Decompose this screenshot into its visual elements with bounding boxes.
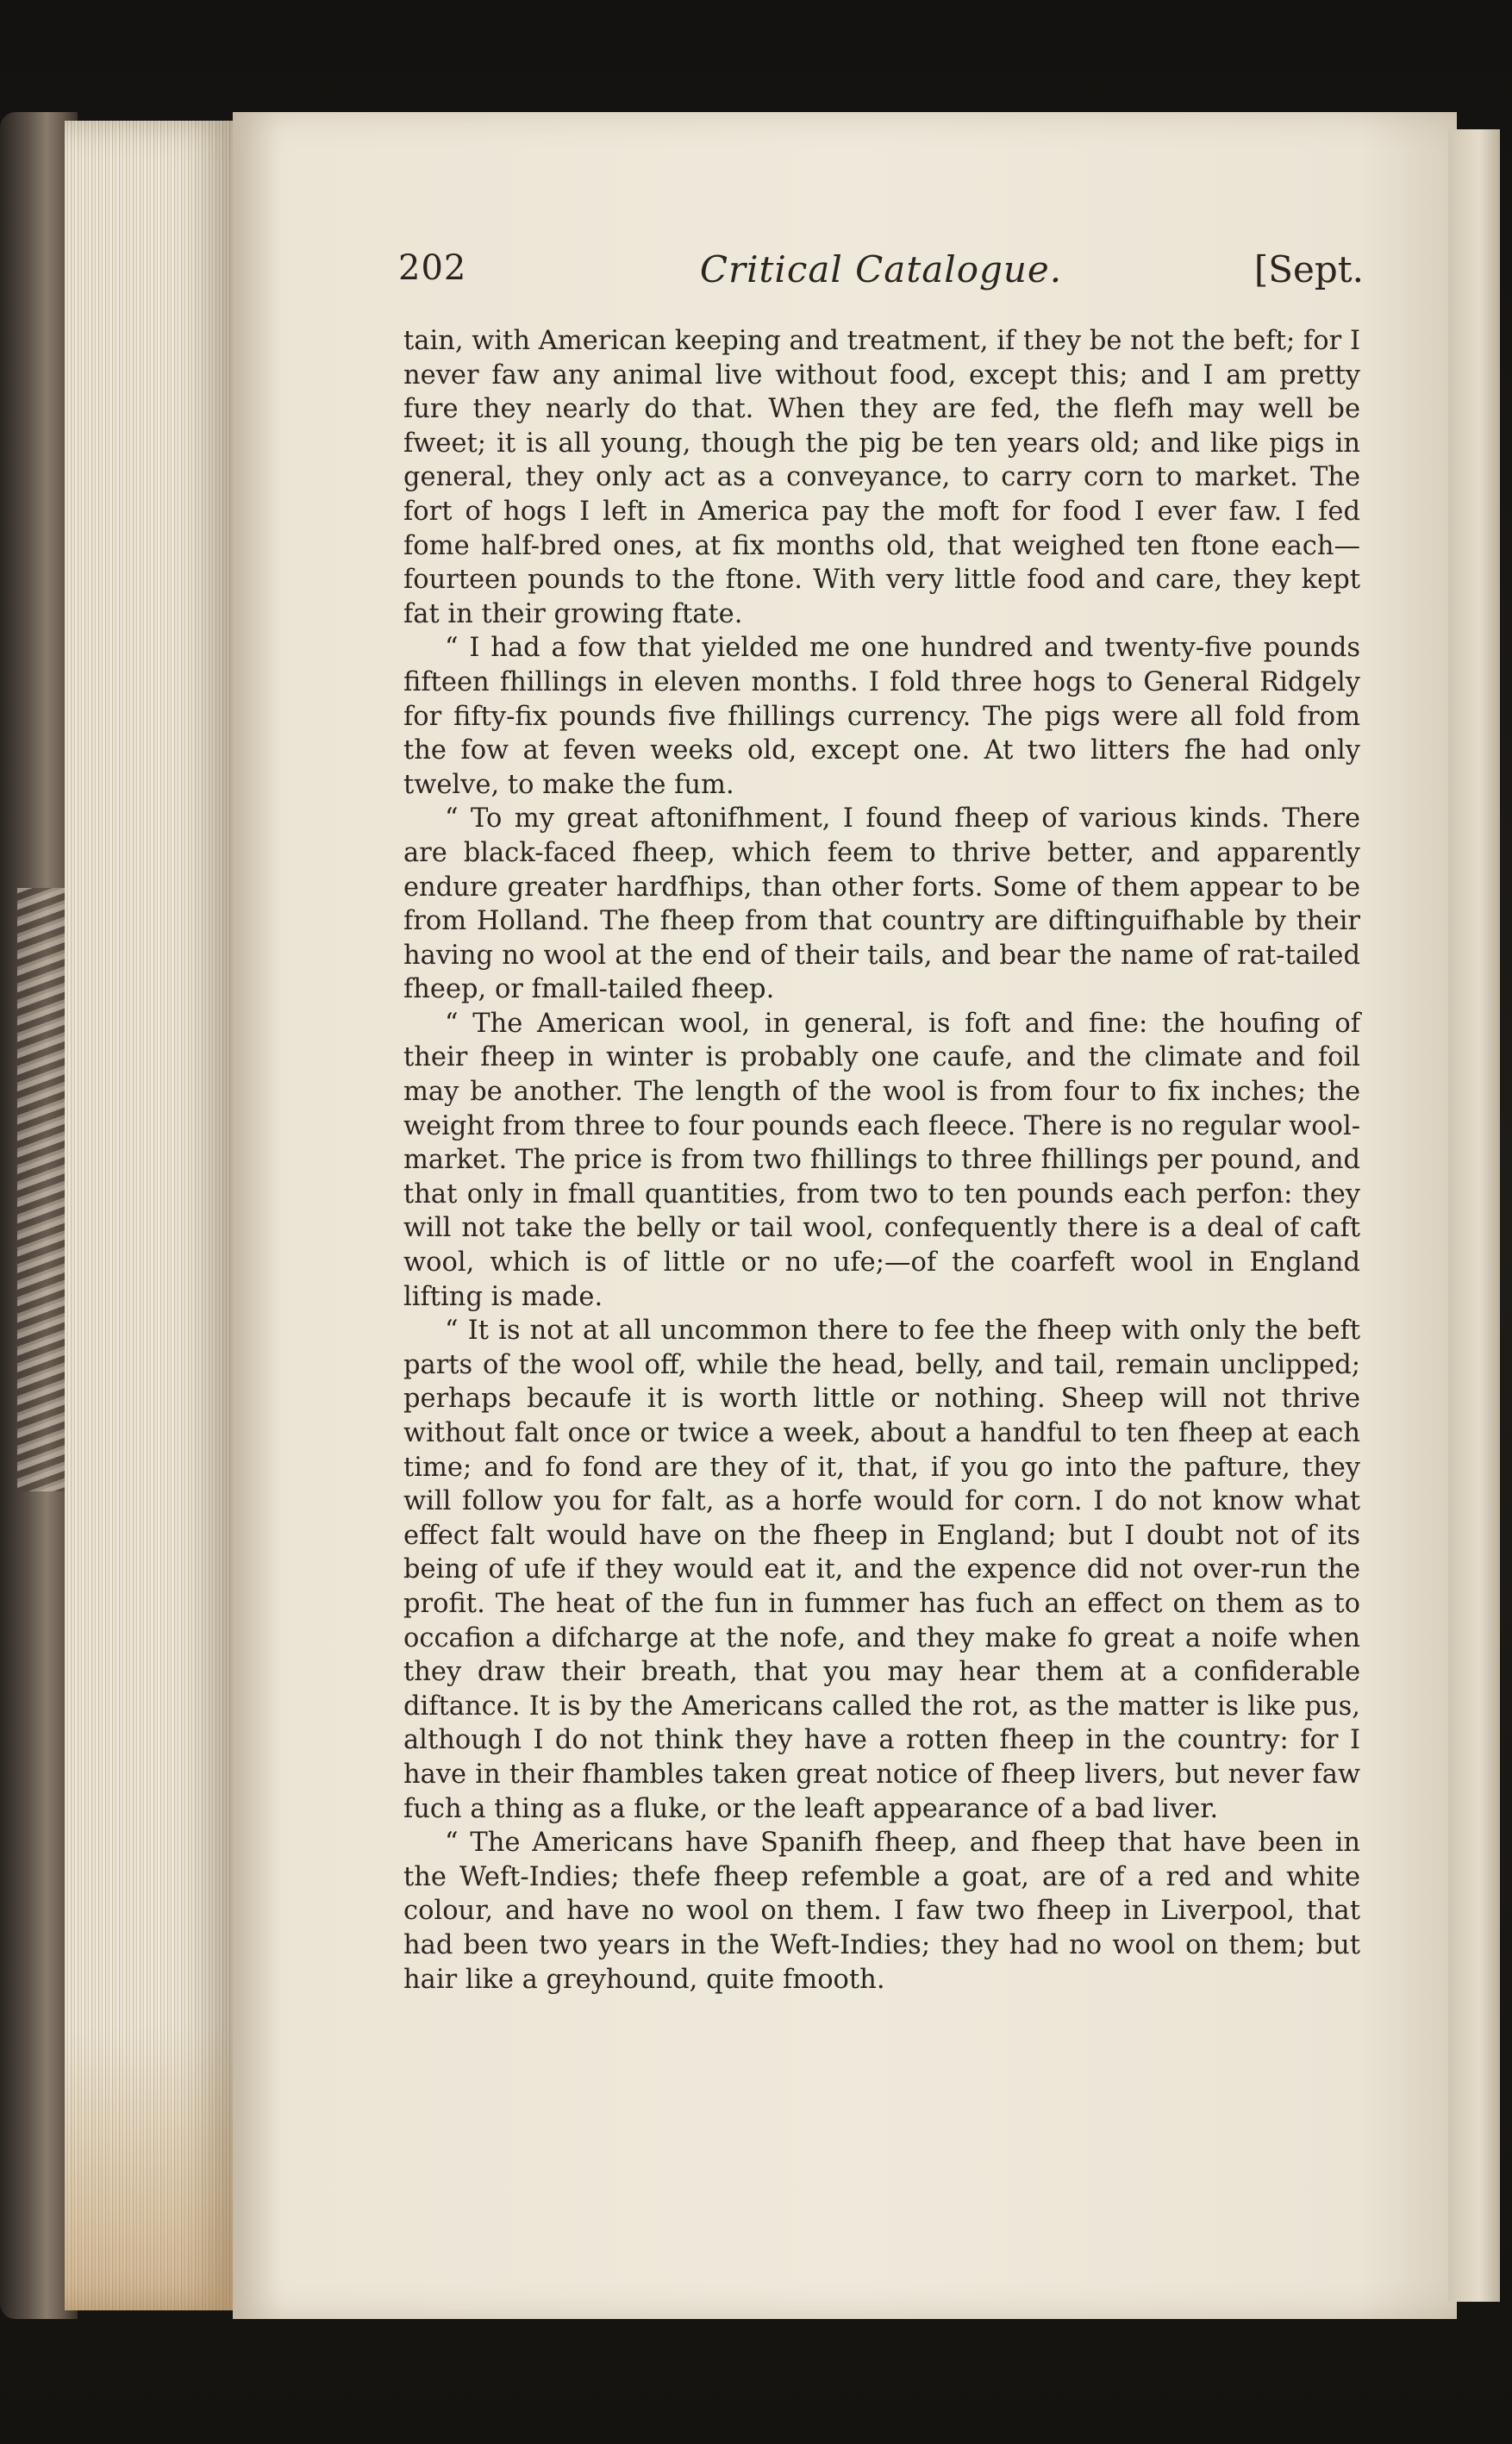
running-title: Critical Catalogue. xyxy=(699,248,1063,291)
page-stack-edges xyxy=(65,121,237,2310)
paragraph: “ The Americans have Spanifh fheep, and fheep that have been in the Weft-Indies; thefe fheep refemble a goat, are of a red and white colour, and have no wool on them. I faw two fheep in Liverpool, that had been two years in the Weft-Indies; they had no wool on them; but hair like a greyhound, quite fmooth. xyxy=(403,1828,1360,1995)
paragraph: “ It is not at all uncommon there to fee the fheep with only the beft parts of the wool off, while the head, belly, and tail, remain unclipped; perhaps becaufe it is worth little or nothing. Sheep will not thrive without falt once or twice a week, about a handful to ten fheep at each time; and fo fond are they of it, that, if you go into the pafture, they will follow you for falt, as a horfe would for corn. I do not know what effect falt would have on the fheep in England; but I doubt not of its being of ufe if they would eat it, and the expence did not over-run the profit. The heat of the fun in fummer has fuch an effect on them as to occafion a difcharge at the nofe, and they make fo great a noife when they draw their breath, that you may hear them at a confiderable diftance. It is by the Americans called the rot, as the matter is like pus, although I do not think they have a rotten fheep in the country: for I have in their fhambles taken great notice of fheep livers, but never faw fuch a thing as a fluke, or the leaft appearance of a bad liver. xyxy=(403,1316,1360,1824)
section-heading: [Sept. xyxy=(1253,248,1364,291)
paragraph: tain, with American keeping and treatment, if they be not the beft; for I never faw any animal live without food, except this; and I am pretty fure they nearly do that. When they are fed, the flefh may well be fweet; it is all young, though the pig be ten years old; and like pigs in general, they only act as a conveyance, to carry corn to market. The fort of hogs I left in America pay the moft for food I ever faw. I fed fome half-bred ones, at fix months old, that weighed ten ftone each—fourteen pounds to the ftone. With very little food and care, they kept fat in their growing ftate. xyxy=(403,326,1360,629)
next-page-edge xyxy=(1448,129,1500,2302)
paragraph: “ To my great aftonifhment, I found fheep of various kinds. There are black-faced fheep, which feem to thrive better, and apparently endure greater hardfhips, than other forts. Some of them appear to be from Holland. The fheep from that country are diftinguifhable by their having no wool at the end of their tails, and bear the name of rat-tailed fheep, or fmall-tailed fheep. xyxy=(403,803,1360,1005)
paragraph: “ I had a fow that yielded me one hundred and twenty-five pounds fifteen fhillings in eleven months. I fold three hogs to General Ridgely for fifty-fix pounds five fhillings currency. The pigs were all fold from the fow at feven weeks old, except one. At two litters fhe had only twelve, to make the fum. xyxy=(403,633,1360,800)
body-text xyxy=(403,324,1360,1997)
paragraph: “ The American wool, in general, is foft and fine: the houfing of their fheep in winter is probably one caufe, and the climate and foil may be another. The length of the wool is from four to fix inches; the weight from three to four pounds each fleece. There is no regular wool-market. The price is from two fhillings to three fhillings per pound, and that only in fmall quantities, from two to ten pounds each perfon: they will not take the belly or tail wool, confequently there is a deal of caft wool, which is of little or no ufe;—of the coarfeft wool in England lifting is made. xyxy=(403,1008,1360,1312)
page-number: 202 xyxy=(398,248,467,288)
page-header xyxy=(398,248,1364,300)
